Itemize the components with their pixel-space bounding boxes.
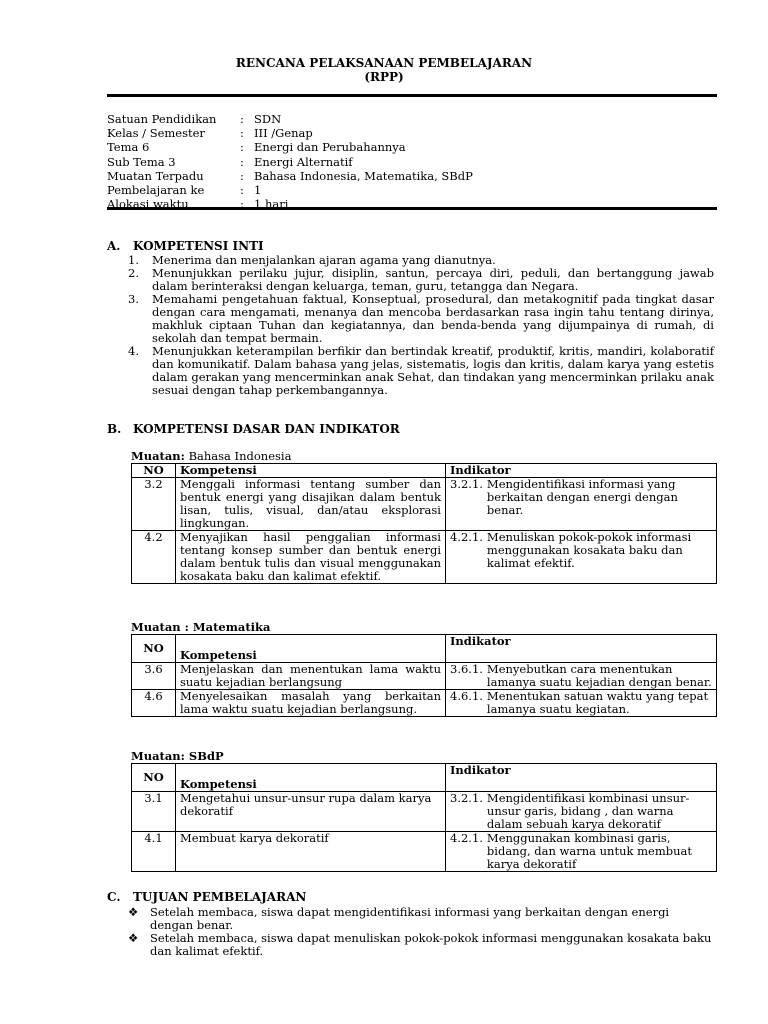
section-c-heading — [107, 891, 306, 904]
table-sbdp — [131, 763, 717, 872]
cell-indikator — [446, 478, 717, 531]
identity-label: Kelas / Semester — [107, 126, 205, 141]
identity-value: SDN — [254, 112, 282, 126]
cell-kompetensi: Mengetahui unsur-unsur rupa dalam karya dekoratif — [176, 792, 446, 832]
cell-no: 4.1 — [132, 832, 176, 872]
header-kompetensi: Kompetensi — [176, 635, 446, 663]
table-matematika — [131, 634, 717, 717]
identity-label: Muatan Terpadu — [107, 168, 204, 183]
identity-colon: : — [240, 154, 244, 169]
cell-kompetensi: Menjelaskan dan menentukan lama waktu suatu kejadian berlangsung — [176, 663, 446, 690]
section-letter: B. — [107, 422, 122, 436]
list-text: Menerima dan menjalankan ajaran agama yang dianutnya. — [152, 253, 496, 267]
indikator-code: 3.6.1. — [450, 662, 483, 676]
identity-value: 1 — [254, 182, 262, 197]
diamond-bullet-icon: ❖ — [128, 931, 139, 945]
indikator-text: Menuliskan pokok-pokok informasi menggunakan kosakata baku dan kalimat efektif. — [486, 530, 692, 570]
cell-no: 3.2 — [132, 478, 176, 531]
identity-colon: : — [240, 182, 244, 197]
table-row — [132, 690, 717, 717]
identity-row — [107, 155, 717, 169]
list-number: 2. — [128, 266, 139, 280]
identity-bottom-divider — [107, 207, 717, 210]
diamond-bullet-icon: ❖ — [128, 905, 139, 919]
header-indikator: Indikator — [446, 464, 717, 478]
identity-colon: : — [240, 168, 244, 183]
identity-row — [107, 169, 717, 183]
indikator-text: Menentukan satuan waktu yang tepat lamanya suatu kegiatan. — [486, 689, 709, 716]
muatan-label: Muatan: SBdP — [131, 749, 224, 763]
cell-kompetensi: Membuat karya dekoratif — [176, 832, 446, 872]
identity-label: Sub Tema 3 — [107, 154, 176, 169]
identity-value: 1 hari — [254, 197, 289, 208]
identity-value: Energi dan Perubahannya — [254, 140, 406, 155]
identity-value: III /Genap — [254, 126, 313, 141]
kompetensi-inti-list — [128, 254, 714, 397]
muatan-sbdp-label — [131, 750, 224, 763]
table-header-row — [132, 764, 717, 792]
header-indikator: Indikator — [446, 764, 717, 792]
identity-colon: : — [240, 126, 244, 141]
list-number: 3. — [128, 292, 139, 306]
header-no: NO — [132, 464, 176, 478]
identity-row — [107, 140, 717, 154]
identity-colon: : — [240, 140, 244, 155]
list-item — [128, 906, 714, 932]
muatan-matematika-label — [131, 621, 270, 634]
cell-no: 3.6 — [132, 663, 176, 690]
table-row — [132, 663, 717, 690]
list-text: Setelah membaca, siswa dapat mengidentifikasi informasi yang berkaitan dengan energi dengan benar. — [150, 905, 670, 932]
header-no: NO — [132, 635, 176, 663]
cell-indikator — [446, 663, 717, 690]
indikator-text: Mengidentifikasi informasi yang berkaitan dengan energi dengan benar. — [486, 477, 678, 517]
list-item — [128, 932, 714, 958]
identity-label: Satuan Pendidikan — [107, 112, 217, 126]
cell-kompetensi: Menyelesaikan masalah yang berkaitan lama waktu suatu kejadian berlangsung. — [176, 690, 446, 717]
identity-label: Tema 6 — [107, 140, 150, 155]
list-item — [128, 345, 714, 397]
indikator-code: 4.2.1. — [450, 530, 483, 544]
cell-indikator — [446, 690, 717, 717]
table-header-row — [132, 635, 717, 663]
list-text: Menunjukkan perilaku jujur, disiplin, santun, percaya diri, peduli, dan bertanggung jawab dalam berinteraksi dengan keluarga, teman, guru, tetangga dan Negara. — [152, 266, 714, 293]
muatan-bahasa-indonesia-label — [131, 450, 291, 463]
cell-kompetensi: Menyajikan hasil penggalian informasi tentang konsep sumber dan bentuk energi dalam bentuk tulis dan visual menggunakan kosakata baku dan kalimat efektif. — [176, 531, 446, 584]
table-row — [132, 531, 717, 584]
table-row — [132, 478, 717, 531]
section-b-heading — [107, 423, 400, 436]
identity-label: Alokasi waktu — [107, 197, 189, 208]
identity-label: Pembelajaran ke — [107, 182, 205, 197]
identity-row — [107, 112, 717, 126]
muatan-label: Muatan : Matematika — [131, 620, 271, 634]
list-number: 4. — [128, 344, 139, 358]
document-title: RENCANA PELAKSANAAN PEMBELAJARAN — [235, 56, 533, 70]
muatan-value: Bahasa Indonesia — [184, 449, 292, 463]
section-title: KOMPETENSI INTI — [133, 239, 264, 253]
cell-indikator — [446, 531, 717, 584]
header-kompetensi: Kompetensi — [176, 464, 446, 478]
identity-row — [107, 126, 717, 140]
header-kompetensi: Kompetensi — [176, 764, 446, 792]
list-item — [128, 267, 714, 293]
table-bahasa-indonesia — [131, 463, 717, 584]
identity-colon: : — [240, 112, 244, 126]
cell-kompetensi: Menggali informasi tentang sumber dan bentuk energi yang disajikan dalam bentuk lisan, tulis, visual, dan/atau eksplorasi lingkungan. — [176, 478, 446, 531]
document-subtitle: (RPP) — [364, 70, 404, 84]
top-divider — [107, 94, 717, 97]
list-text: Setelah membaca, siswa dapat menuliskan pokok-pokok informasi menggunakan kosakata baku dan kalimat efektif. — [150, 931, 712, 958]
indikator-text: Mengidentifikasi kombinasi unsur-unsur garis, bidang , dan warna dalam sebuah karya dekoratif — [486, 791, 690, 831]
header-indikator: Indikator — [446, 635, 717, 663]
muatan-label: Muatan: — [131, 449, 185, 463]
identity-block — [107, 112, 717, 208]
section-title: KOMPETENSI DASAR DAN INDIKATOR — [133, 422, 400, 436]
section-letter: A. — [107, 239, 121, 253]
table-row — [132, 832, 717, 872]
indikator-text: Menyebutkan cara menentukan lamanya suatu kejadian dengan benar. — [486, 662, 712, 689]
identity-colon: : — [240, 197, 244, 208]
cell-indikator — [446, 832, 717, 872]
section-a-heading — [107, 240, 264, 253]
table-header-row — [132, 464, 717, 478]
identity-value: Bahasa Indonesia, Matematika, SBdP — [254, 168, 473, 183]
indikator-code: 3.2.1. — [450, 791, 483, 805]
header-no: NO — [132, 764, 176, 792]
list-text: Memahami pengetahuan faktual, Konseptual, prosedural, dan metakognitif pada tingkat dasar dengan cara mengamati, menanya dan mencoba berdasarkan rasa ingin tahu tentang dirinya, makhluk ciptaan Tuhan dan kegiatannya, dan benda-benda yang dijumpainya di rumah, di sekolah dan tempat bermain. — [152, 292, 714, 345]
tujuan-list — [128, 906, 714, 958]
identity-value: Energi Alternatif — [254, 154, 353, 169]
list-number: 1. — [128, 253, 139, 267]
indikator-text: Menggunakan kombinasi garis, bidang, dan warna untuk membuat karya dekoratif — [486, 831, 692, 871]
indikator-code: 3.2.1. — [450, 477, 483, 491]
section-letter: C. — [107, 890, 121, 904]
cell-no: 3.1 — [132, 792, 176, 832]
section-title: TUJUAN PEMBELAJARAN — [133, 890, 307, 904]
cell-no: 4.6 — [132, 690, 176, 717]
indikator-code: 4.2.1. — [450, 831, 483, 845]
list-text: Menunjukkan keterampilan berfikir dan bertindak kreatif, produktif, kritis, mandiri, kolaboratif dan komunikatif. Dalam bahasa yang jelas, sistematis, logis dan kritis, dalam karya yang estetis dalam gerakan yang mencerminkan anak Sehat, dan tindakan yang mencerminkan prilaku anak sesuai dengan tahap perkembangannya. — [152, 344, 714, 397]
cell-no: 4.2 — [132, 531, 176, 584]
list-item — [128, 293, 714, 345]
identity-row — [107, 183, 717, 197]
indikator-code: 4.6.1. — [450, 689, 483, 703]
table-row — [132, 792, 717, 832]
cell-indikator — [446, 792, 717, 832]
